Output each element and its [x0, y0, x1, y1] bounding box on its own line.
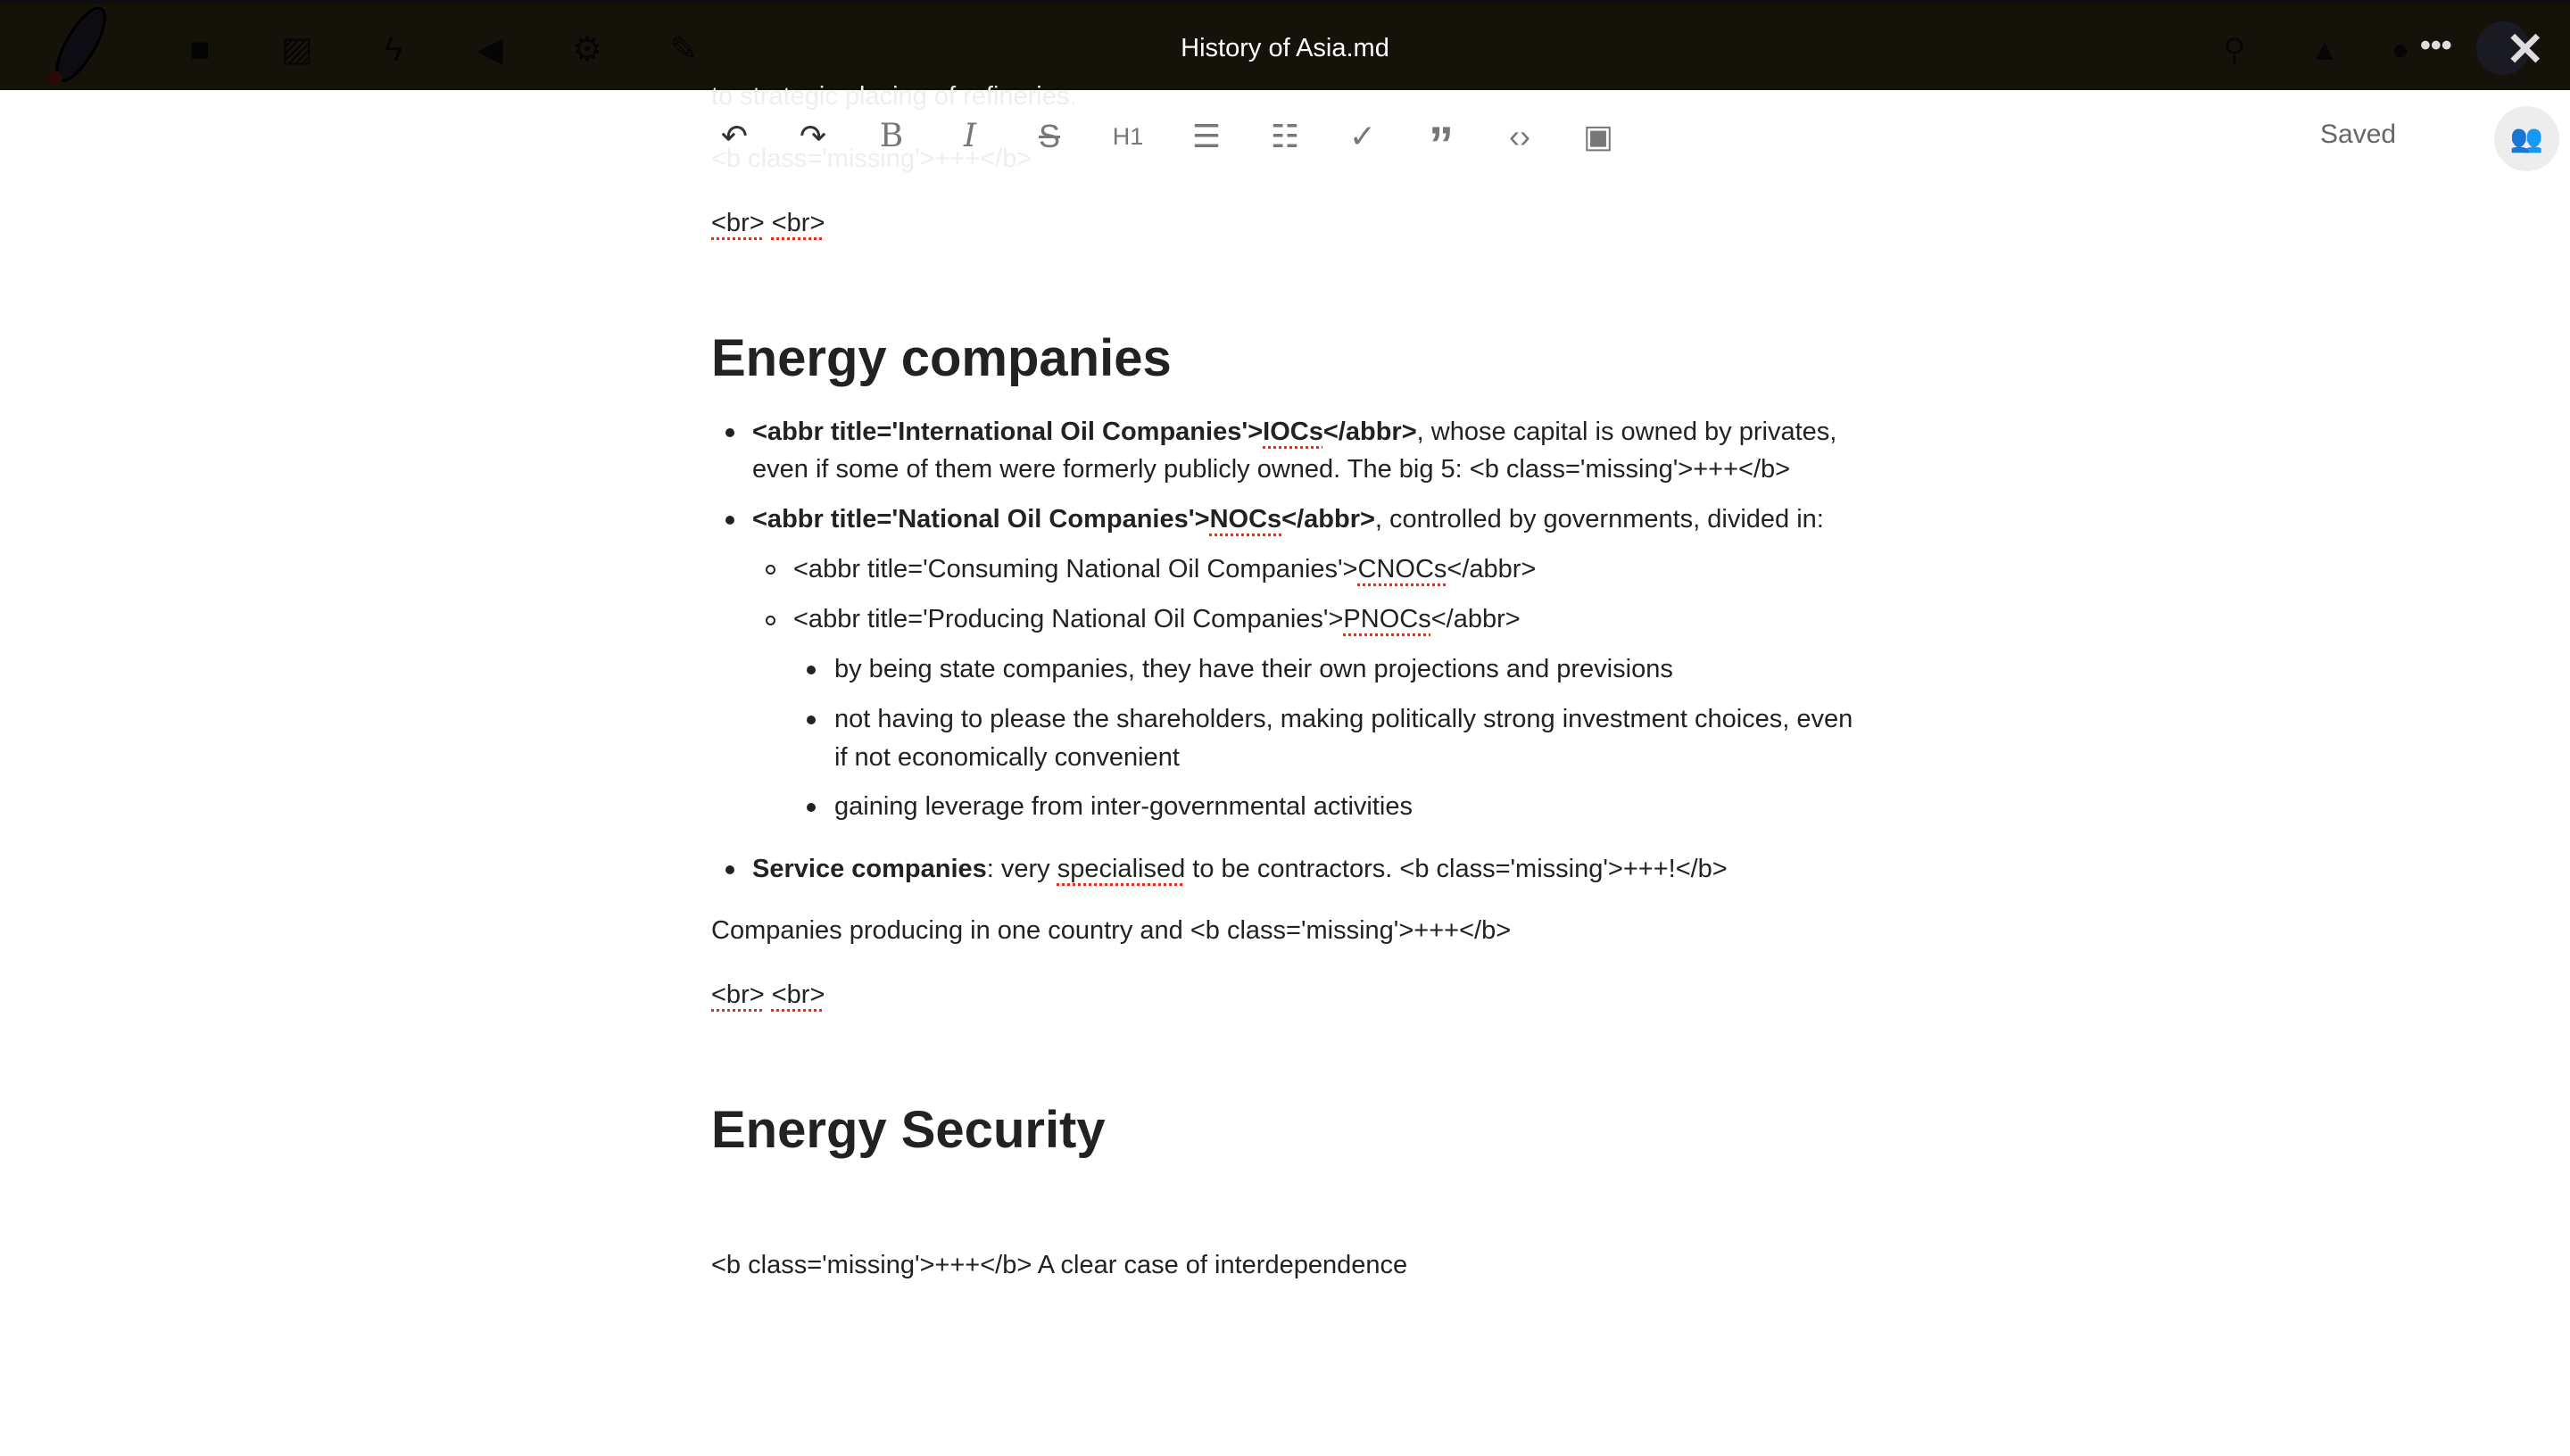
- paragraph: [711, 976, 825, 1013]
- close-icon[interactable]: ✕: [2506, 24, 2545, 76]
- image-icon[interactable]: ▨: [281, 31, 313, 69]
- text: <br>: [771, 980, 825, 1009]
- text: </abbr>: [1447, 555, 1537, 583]
- text: Service companies: [752, 855, 987, 883]
- list-item-continuation: even if some of them were formerly publicly owned. The big 5: <b class='missing'>+++</b>: [752, 455, 1791, 484]
- list-item: [793, 550, 1536, 588]
- lightning-icon[interactable]: ϟ: [384, 31, 403, 69]
- more-options-icon[interactable]: •••: [2420, 29, 2452, 62]
- text: <br>: [771, 209, 825, 237]
- bullet: [725, 516, 734, 525]
- speaker-icon[interactable]: ◀: [477, 31, 503, 69]
- bullet: [807, 803, 816, 812]
- list-item: not having to please the shareholders, making politically strong investment choices, even: [834, 705, 1853, 733]
- text: specialised: [1057, 855, 1186, 883]
- heading-energy-companies: Energy companies: [711, 329, 1172, 387]
- bullet: [725, 865, 734, 874]
- users-icon: 👥: [2509, 124, 2544, 153]
- italic-icon[interactable]: I: [963, 118, 977, 154]
- paragraph: Companies producing in one country and <b class='missing'>+++</b>: [711, 916, 1512, 945]
- sessions-button[interactable]: [2494, 106, 2559, 171]
- text: </abbr>: [1430, 605, 1521, 633]
- paragraph: [711, 204, 825, 242]
- bold-icon[interactable]: B: [879, 118, 904, 154]
- insert-image-icon[interactable]: ▣: [1582, 118, 1613, 154]
- heading-energy-security: Energy Security: [711, 1101, 1106, 1159]
- text: , controlled by governments, divided in:: [1374, 505, 1824, 534]
- strikethrough-icon[interactable]: S: [1038, 118, 1060, 154]
- bullet: [766, 616, 775, 625]
- list-item: [752, 500, 1824, 538]
- text: <abbr title='International Oil Companies'>: [752, 418, 1264, 446]
- contacts-icon[interactable]: ●: [2391, 33, 2410, 67]
- save-status: Saved: [2320, 120, 2397, 149]
- bullet: [807, 666, 816, 674]
- bullet: [807, 716, 816, 724]
- text: , whose capital is owned by privates,: [1416, 418, 1837, 446]
- top-bar: [0, 0, 2570, 90]
- list-item: by being state companies, they have their own projections and previsions: [834, 655, 1673, 683]
- text: <abbr title='Producing National Oil Companies'>: [793, 605, 1344, 633]
- text: <br>: [711, 980, 765, 1009]
- text: : very: [986, 855, 1057, 883]
- list-item: [752, 413, 1836, 451]
- text: PNOCs: [1343, 605, 1431, 633]
- list-item-continuation: if not economically convenient: [834, 743, 1180, 772]
- faded-scrolled-text: <b class='missing'>+++</b>: [711, 145, 1032, 173]
- text: <br>: [711, 209, 765, 237]
- undo-icon[interactable]: ↶: [720, 118, 749, 154]
- numbered-list-icon[interactable]: ☷: [1270, 118, 1300, 154]
- search-icon[interactable]: ⚲: [2223, 33, 2246, 67]
- redo-icon[interactable]: ↷: [799, 118, 827, 154]
- text: <abbr title='National Oil Companies'>: [752, 505, 1210, 534]
- text: </abbr>: [1281, 505, 1375, 534]
- text: CNOCs: [1357, 555, 1447, 583]
- text: to be contractors. <b class='missing'>+++!</b>: [1185, 855, 1728, 883]
- quote-icon[interactable]: ”: [1429, 116, 1454, 172]
- pencil-icon[interactable]: ✎: [669, 31, 698, 69]
- bell-icon[interactable]: ▲: [2309, 33, 2340, 67]
- heading-button[interactable]: H1: [1112, 123, 1144, 150]
- text: <abbr title='Consuming National Oil Companies'>: [793, 555, 1358, 583]
- checkmark-icon[interactable]: ✓: [1348, 118, 1377, 154]
- paragraph: <b class='missing'>+++</b> A clear case of interdependence: [711, 1251, 1408, 1279]
- bullet: [725, 428, 734, 437]
- list-item: gaining leverage from inter-governmental activities: [834, 792, 1413, 821]
- list-item: [752, 850, 1728, 888]
- folder-icon[interactable]: ■: [189, 31, 211, 69]
- text: IOCs: [1263, 418, 1323, 446]
- gear-icon[interactable]: ⚙: [571, 31, 603, 69]
- list-item: [793, 600, 1521, 638]
- window-title: History of Asia.md: [1181, 34, 1389, 62]
- text: </abbr>: [1322, 418, 1417, 446]
- bullet: [766, 565, 775, 575]
- code-icon[interactable]: ‹›: [1509, 118, 1530, 154]
- faded-scrolled-text: to strategic placing of refineries.: [711, 82, 1077, 111]
- text: NOCs: [1209, 505, 1282, 534]
- bullet-list-icon[interactable]: ☰: [1191, 118, 1222, 154]
